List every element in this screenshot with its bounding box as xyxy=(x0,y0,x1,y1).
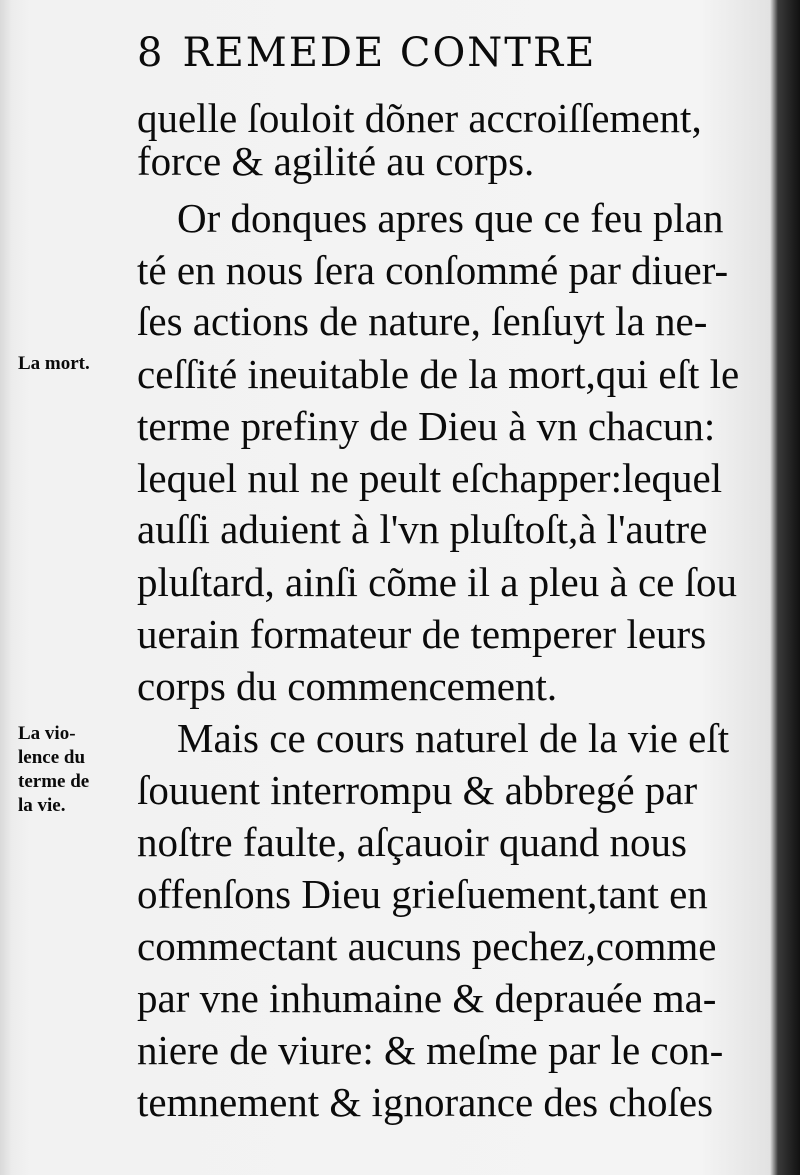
text-line: Or donques apres que ce feu plan xyxy=(177,195,724,241)
text-line: corps du commencement. xyxy=(137,663,558,709)
margin-note-line: La mort. xyxy=(18,353,90,374)
running-title: REMEDE CONTRE xyxy=(182,30,597,76)
text-line: par vne inhumaine & deprauée ma- xyxy=(137,975,717,1021)
text-line: Mais ce cours naturel de la vie eſt xyxy=(177,715,730,761)
text-line: terme prefiny de Dieu à vn chacun: xyxy=(137,403,716,449)
margin-note-line: La vio- xyxy=(18,723,76,744)
text-line: niere de viure: & meſme par le con- xyxy=(137,1027,724,1073)
text-line: offenſons Dieu grieſuement,tant en xyxy=(137,871,708,917)
margin-note-line: terme de xyxy=(18,771,90,792)
text-line: ſouuent interrompu & abbregé par xyxy=(137,767,698,813)
page-number: 8 xyxy=(137,30,165,76)
running-header xyxy=(137,30,596,76)
margin-note-mort xyxy=(18,352,90,376)
text-line: pluſtard, ainſi cõme il a pleu à ce ſou xyxy=(137,559,737,605)
text-line: auſſi aduient à l'vn pluſtoſt,à l'autre xyxy=(137,506,708,552)
text-line: ſes actions de nature, ſenſuyt la ne- xyxy=(137,298,708,344)
margin-note-violence xyxy=(18,722,89,818)
text-line: quelle ſouloit dõner accroiſſement, xyxy=(137,95,702,141)
text-line: temnement & ignorance des choſes xyxy=(137,1079,714,1125)
text-line: noſtre faulte, aſçauoir quand nous xyxy=(137,819,687,865)
text-line: té en nous ſera conſommé par diuer- xyxy=(137,247,729,293)
text-line: ceſſité ineuitable de la mort,qui eſt le xyxy=(137,351,740,397)
text-line: commectant aucuns pechez,comme xyxy=(137,923,717,969)
text-line: lequel nul ne peult eſchapper:lequel xyxy=(137,455,723,501)
margin-note-line: la vie. xyxy=(18,795,66,816)
text-line: force & agilité au corps. xyxy=(137,138,535,184)
text-line: uerain formateur de temperer leurs xyxy=(137,611,707,657)
margin-note-line: lence du xyxy=(18,747,86,768)
